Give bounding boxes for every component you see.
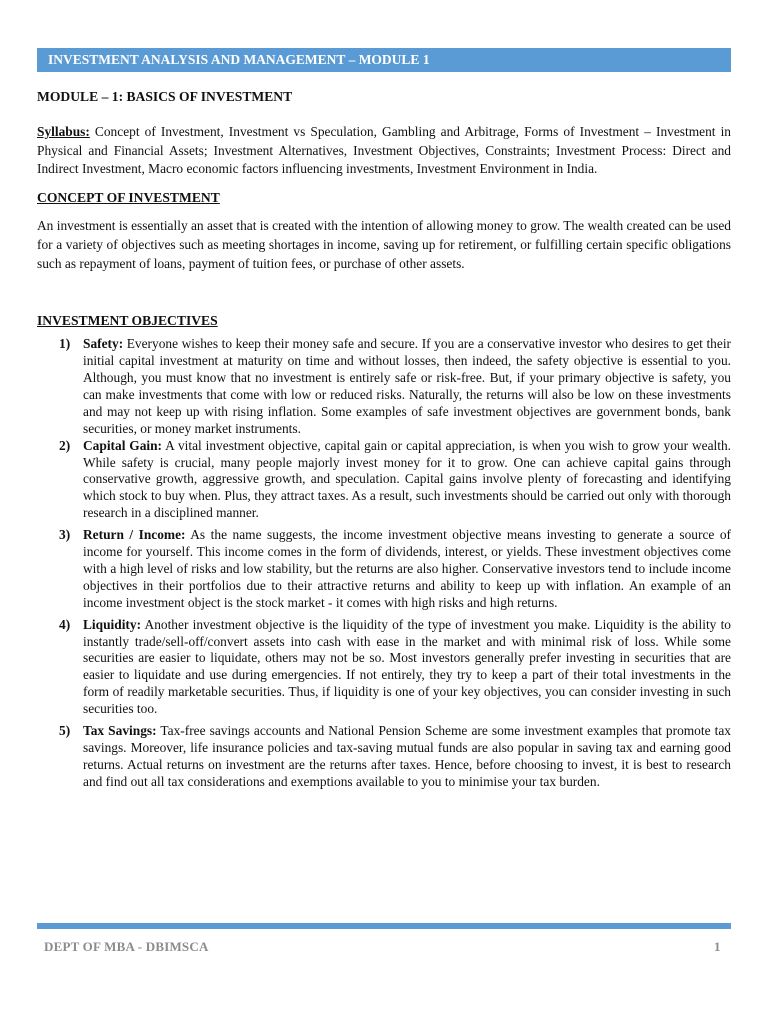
objectives-heading: INVESTMENT OBJECTIVES: [37, 313, 218, 329]
objectives-list: [37, 336, 731, 791]
concept-paragraph: An investment is essentially an asset that is created with the intention of allowing money to grow. The wealth created can be used for a variety of objectives such as meeting shortages in income, saving up for retirement, or fulfilling certain specific obligations such as repayment of loans, payment of tuition fees, or purchase of other assets.: [37, 217, 731, 271]
list-item-number: 1): [59, 336, 71, 352]
footer-department: DEPT OF MBA - DBIMSCA: [44, 939, 209, 954]
objective-item-tax-savings: [37, 723, 731, 791]
list-item-number: 4): [59, 616, 71, 632]
list-item-title: Capital Gain:: [83, 437, 163, 453]
page-number: 1: [714, 939, 721, 954]
footer-divider: [37, 923, 731, 929]
objective-item-return-income: [37, 527, 731, 612]
list-item-title: Tax Savings:: [83, 723, 157, 739]
syllabus-text: Concept of Investment, Investment vs Speculation, Gambling and Arbitrage, Forms of Investment – Investment in Physical and Financial Assets; Investment Alternatives, Investment Objectives, Constraints; Investment Process: Direct and Indirect Investment, Macro economic factors influencing investments, Investment Environment in India.: [37, 123, 731, 177]
list-item-number: 5): [59, 723, 71, 739]
objective-item-liquidity: [37, 617, 731, 718]
list-item-title: Return / Income:: [83, 527, 186, 543]
concept-heading: CONCEPT OF INVESTMENT: [37, 190, 220, 206]
document-header-bar: [37, 48, 731, 72]
list-item-title: Safety:: [83, 336, 124, 352]
objective-item-capital-gain: [37, 438, 731, 523]
header-title: INVESTMENT ANALYSIS AND MANAGEMENT – MODULE 1: [48, 52, 430, 67]
list-item-text: As the name suggests, the income investment objective means investing to generate a source of income for yourself. This income comes in the form of dividends, interest, or yields. These investment objectives come with a high level of risks and low stability, but the returns are also higher. Conservative investors tend to include income objectives in their portfolios due to their attractive returns and ability to keep up with inflation. An example of an income investment object is the stock market - it comes with high risks and high returns.: [83, 527, 731, 610]
list-item-text: A vital investment objective, capital gain or capital appreciation, is when you wish to grow your wealth. While safety is crucial, many people majorly invest money for it to grow. One can achieve capital gains through conservative growth, aggressive growth, and speculation. Capital gains involve plenty of forecasting and identifying which stock to buy when. Plus, they attract taxes. As a result, such investments should be carried out only with thorough research in a disciplined manner.: [83, 437, 731, 521]
module-title: MODULE – 1: BASICS OF INVESTMENT: [37, 89, 293, 104]
list-item-text: Tax-free savings accounts and National Pension Scheme are some investment examples that promote tax savings. Moreover, life insurance policies and tax-saving mutual funds are also popular in saving tax and earning good returns. Actual returns on investment are the returns after taxes. Hence, before choosing to invest, it is best to research and find out all tax considerations and exemptions available to you to minimise your tax burden.: [83, 723, 731, 789]
list-item-text: Everyone wishes to keep their money safe and secure. If you are a conservative investor who desires to get their initial capital investment at maturity on time and without losses, then indeed, the safety objective is essential to you. Although, you must know that no investment is entirely safe or risk-free. But, if your primary objective is safety, you can make investments that come with low or reduced risks. Naturally, the returns will also be low on these investments and may not keep up with rising inflation. Some examples of safe investment objectives are government bonds, bank securities, or money market instruments.: [83, 336, 731, 436]
list-item-text: Another investment objective is the liquidity of the type of investment you make. Liquidity is the ability to instantly trade/sell-off/convert assets into cash with ease in the market and with minimal risk of loss. While some securities are easier to liquidate, others may not be so. Most investors generally prefer investing in securities that are easier to liquidate and use during emergencies. If not entirely, they try to keep a part of their total investments in the form of readily marketable securities. Thus, if liquidity is one of your key objectives, you can consider investing in such securities too.: [83, 616, 731, 717]
syllabus-label: Syllabus:: [37, 123, 90, 139]
list-item-number: 3): [59, 527, 71, 543]
syllabus-paragraph: [37, 123, 731, 179]
list-item-title: Liquidity:: [83, 616, 142, 632]
objective-item-safety: [37, 336, 731, 437]
list-item-number: 2): [59, 437, 71, 453]
page-content: [37, 88, 731, 796]
